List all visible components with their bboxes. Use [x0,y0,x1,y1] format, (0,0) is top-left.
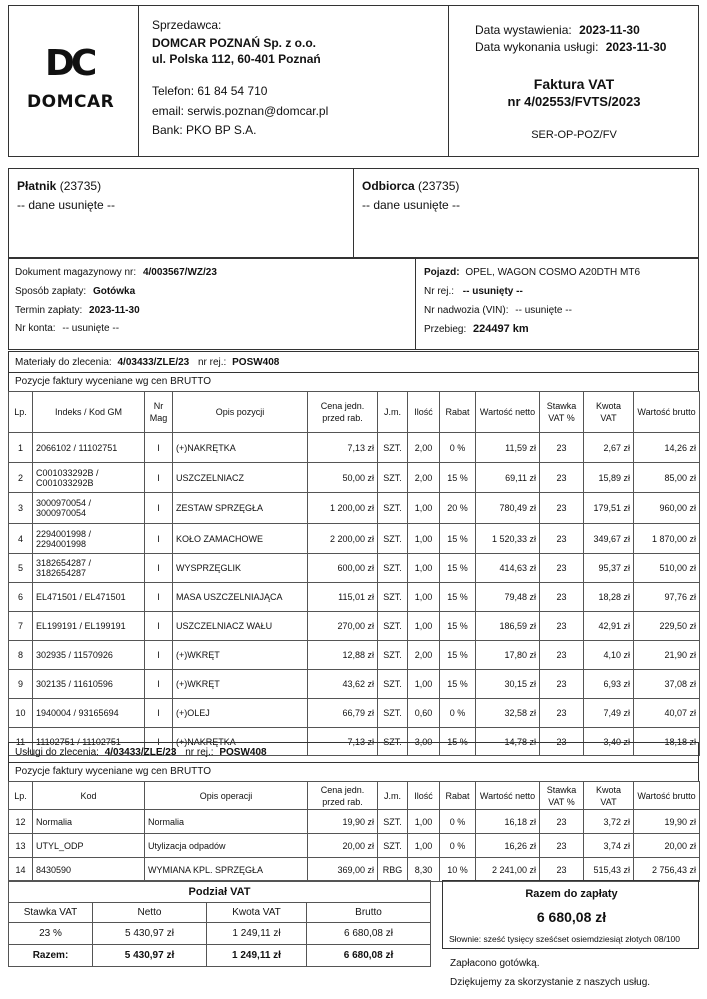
table-cell: 13 [9,834,33,858]
table-cell: 1 [9,433,33,463]
services-reg-value: POSW408 [219,747,267,758]
table-cell: 0 % [440,834,476,858]
table-cell: 1940004 / 93165694 [33,699,145,728]
table-cell: 3182654287 / 3182654287 [33,554,145,583]
table-cell: RBG [378,858,408,882]
table-cell: 2294001998 / 2294001998 [33,524,145,554]
table-cell: SZT. [378,463,408,493]
table-cell: 600,00 zł [308,554,378,583]
table-cell: SZT. [378,641,408,670]
table-cell: 1 520,33 zł [476,524,540,554]
due-label: Termin zapłaty: [15,305,83,316]
payer-label: Płatnik [17,179,57,193]
table-cell: 7,13 zł [308,433,378,463]
services-table [8,781,700,882]
table-cell: 1,00 [408,834,440,858]
column-header: Nr Mag [145,392,173,433]
table-cell: 1,00 [408,554,440,583]
total-words: Słownie: sześć tysięcy sześćset osiemdziesiąt złotych 08/100 [449,934,681,944]
table-row [9,524,700,554]
table-cell: SZT. [378,554,408,583]
service-date: 2023-11-30 [605,40,667,54]
table-cell: 3,40 zł [584,728,634,756]
table-cell: 12,88 zł [308,641,378,670]
table-cell: 15 % [440,641,476,670]
table-cell: 414,63 zł [476,554,540,583]
doc-info-box [8,258,416,350]
column-header: Wartość netto [476,782,540,810]
table-cell: 1,00 [408,524,440,554]
vat-cell: 23 % [9,923,93,945]
table-cell: 15 % [440,524,476,554]
table-cell: I [145,670,173,699]
vat-summary-title: Podział VAT [9,881,431,903]
seller-label: Sprzedawca: [152,18,222,32]
table-row [9,834,700,858]
table-cell: 6,93 zł [584,670,634,699]
total-label: Razem do zapłaty [525,888,618,900]
table-cell: 23 [540,433,584,463]
table-cell: 2,00 [408,463,440,493]
services-order-label: Usługi do zlecenia: [15,747,99,758]
materials-table [8,391,700,756]
vat-cell: 5 430,97 zł [93,923,207,945]
table-cell: 1,00 [408,810,440,834]
table-cell: 15 % [440,554,476,583]
table-cell: (+)NAKRĘTKA [173,728,308,756]
table-cell: 2 [9,463,33,493]
vat-column-header: Brutto [307,903,431,923]
header-logo-box [8,5,139,157]
table-cell: I [145,641,173,670]
column-header: Cena jedn. przed rab. [308,782,378,810]
recipient-label: Odbiorca [362,179,415,193]
vat-cell: Razem: [9,945,93,967]
table-cell: 3000970054 / 3000970054 [33,493,145,524]
table-cell: USZCZELNIACZ [173,463,308,493]
table-cell: 270,00 zł [308,612,378,641]
table-cell: 23 [540,554,584,583]
table-cell: MASA USZCZELNIAJĄCA [173,583,308,612]
table-cell: SZT. [378,699,408,728]
vat-column-header: Stawka VAT [9,903,93,923]
table-cell: UTYL_ODP [33,834,145,858]
service-date-label: Data wykonania usługi: [475,40,599,54]
table-cell: 8430590 [33,858,145,882]
table-row [9,810,700,834]
table-cell: 21,90 zł [634,641,700,670]
table-cell: 17,80 zł [476,641,540,670]
table-cell: 23 [540,728,584,756]
table-cell: 5 [9,554,33,583]
table-cell: I [145,463,173,493]
table-cell: (+)WKRĘT [173,670,308,699]
table-cell: 23 [540,858,584,882]
seller-bank: Bank: PKO BP S.A. [152,123,257,137]
vehicle-box [415,258,699,350]
table-cell: 229,50 zł [634,612,700,641]
column-header: J.m. [378,782,408,810]
table-cell: 0 % [440,810,476,834]
table-cell: 11102751 / 11102751 [33,728,145,756]
table-cell: (+)WKRĘT [173,641,308,670]
table-cell: Normalia [145,810,308,834]
column-header: Wartość brutto [634,782,700,810]
table-cell: USZCZELNIACZ WAŁU [173,612,308,641]
table-cell: 40,07 zł [634,699,700,728]
table-cell: 7,49 zł [584,699,634,728]
table-cell: 12 [9,810,33,834]
table-row [9,583,700,612]
column-header: Stawka VAT % [540,392,584,433]
table-cell: I [145,493,173,524]
table-cell: 23 [540,583,584,612]
column-header: Kwota VAT [584,392,634,433]
table-cell: 960,00 zł [634,493,700,524]
table-cell: SZT. [378,728,408,756]
vat-cell: 6 680,08 zł [307,923,431,945]
services-order-value: 4/03433/ZLE/23 [104,747,177,758]
total-amount: 6 680,08 zł [536,909,607,925]
column-header: Lp. [9,392,33,433]
table-cell: 15,89 zł [584,463,634,493]
table-cell: WYMIANA KPL. SPRZĘGŁA [145,858,308,882]
table-cell: 186,59 zł [476,612,540,641]
table-cell: SZT. [378,493,408,524]
vat-column-header: Kwota VAT [207,903,307,923]
table-cell: 115,01 zł [308,583,378,612]
services-header [8,742,699,763]
table-cell: 302935 / 11570926 [33,641,145,670]
table-cell: 14,26 zł [634,433,700,463]
vin-label: Nr nadwozia (VIN): [424,305,509,316]
column-header: Kwota VAT [584,782,634,810]
table-cell: 1,00 [408,493,440,524]
table-cell: 6 [9,583,33,612]
table-cell: 66,79 zł [308,699,378,728]
materials-price-note: Pozycje faktury wyceniane wg cen BRUTTO [8,373,699,392]
table-cell: 510,00 zł [634,554,700,583]
table-cell: 780,49 zł [476,493,540,524]
seller-box [139,5,449,157]
table-cell: 0 % [440,433,476,463]
payer-box [8,168,354,258]
payment-value: Gotówka [92,286,136,297]
table-row [9,612,700,641]
issue-date: 2023-11-30 [579,23,640,37]
vat-cell: 5 430,97 zł [93,945,207,967]
table-cell: 4,10 zł [584,641,634,670]
table-cell: 14,78 zł [476,728,540,756]
reg-label: Nr rej.: [424,286,454,297]
table-cell: 2066102 / 11102751 [33,433,145,463]
vat-summary-table [8,880,431,967]
vat-cell: 1 249,11 zł [207,923,307,945]
table-cell: 10 [9,699,33,728]
table-cell: 9 [9,670,33,699]
invoice-number: nr 4/02553/FVTS/2023 [507,94,641,109]
thanks-note: Dziękujemy za skorzystanie z naszych usług. [450,977,651,988]
table-cell: 42,91 zł [584,612,634,641]
table-cell: 23 [540,670,584,699]
table-cell: EL199191 / EL199191 [33,612,145,641]
paid-note: Zapłacono gotówką. [450,958,540,969]
table-row [9,858,700,882]
table-cell: 349,67 zł [584,524,634,554]
table-cell: 20,00 zł [634,834,700,858]
table-cell: EL471501 / EL471501 [33,583,145,612]
issue-date-label: Data wystawienia: [475,23,572,37]
table-cell: 2,67 zł [584,433,634,463]
logo-mark: DC [45,43,94,84]
column-header: J.m. [378,392,408,433]
payer-id: (23735) [59,179,102,193]
table-cell: 2 200,00 zł [308,524,378,554]
table-cell: WYSPRZĘGLIK [173,554,308,583]
table-cell: 23 [540,641,584,670]
table-cell: 15 % [440,583,476,612]
table-cell: 30,15 zł [476,670,540,699]
table-cell: I [145,554,173,583]
table-cell: 0,60 [408,699,440,728]
table-row [9,433,700,463]
invoice-series: SER-OP-POZ/FV [531,129,617,141]
payer-data: -- dane usunięte -- [17,198,116,212]
table-cell: SZT. [378,612,408,641]
column-header: Opis operacji [145,782,308,810]
account-label: Nr konta: [15,323,56,334]
table-cell: 32,58 zł [476,699,540,728]
table-cell: ZESTAW SPRZĘGŁA [173,493,308,524]
table-cell: 20 % [440,493,476,524]
table-cell: Normalia [33,810,145,834]
table-cell: 23 [540,834,584,858]
table-cell: 11,59 zł [476,433,540,463]
table-cell: 10 % [440,858,476,882]
table-cell: 79,48 zł [476,583,540,612]
table-cell: 179,51 zł [584,493,634,524]
column-header: Opis pozycji [173,392,308,433]
column-header: Rabat [440,782,476,810]
table-cell: 50,00 zł [308,463,378,493]
table-cell: 8,30 [408,858,440,882]
table-cell: I [145,433,173,463]
table-cell: I [145,612,173,641]
table-cell: 15 % [440,612,476,641]
table-row [9,463,700,493]
logo-name: DOMCAR [27,92,115,112]
vat-cell: 1 249,11 zł [207,945,307,967]
table-cell: 15 % [440,670,476,699]
table-cell: 19,90 zł [634,810,700,834]
table-cell: SZT. [378,834,408,858]
table-cell: (+)OLEJ [173,699,308,728]
table-cell: 23 [540,699,584,728]
table-cell: 2 756,43 zł [634,858,700,882]
table-cell: 15 % [440,463,476,493]
table-cell: Utylizacja odpadów [145,834,308,858]
table-cell: 20,00 zł [308,834,378,858]
table-cell: 7,13 zł [308,728,378,756]
table-cell: I [145,699,173,728]
table-cell: 23 [540,524,584,554]
table-cell: 16,26 zł [476,834,540,858]
column-header: Lp. [9,782,33,810]
vehicle-label: Pojazd: [424,267,460,278]
recipient-box [353,168,699,258]
table-cell: I [145,524,173,554]
table-cell: 95,37 zł [584,554,634,583]
table-cell: 23 [540,612,584,641]
table-cell: 0 % [440,699,476,728]
materials-header [8,351,699,373]
table-cell: 3 [9,493,33,524]
table-cell: 85,00 zł [634,463,700,493]
vat-cell: 6 680,08 zł [307,945,431,967]
materials-order-value: 4/03433/ZLE/23 [117,357,190,368]
table-cell: 16,18 zł [476,810,540,834]
seller-email: email: serwis.poznan@domcar.pl [152,104,329,118]
column-header: Indeks / Kod GM [33,392,145,433]
table-cell: I [145,583,173,612]
account-value: -- usunięte -- [62,323,120,334]
column-header: Rabat [440,392,476,433]
table-row [9,670,700,699]
table-cell: 1 870,00 zł [634,524,700,554]
table-cell: 1 200,00 zł [308,493,378,524]
table-cell: 4 [9,524,33,554]
payment-label: Sposób zapłaty: [15,286,87,297]
services-reg-label: nr rej.: [185,747,214,758]
total-box [442,880,699,949]
column-header: Ilość [408,782,440,810]
table-row [9,554,700,583]
table-cell: 369,00 zł [308,858,378,882]
table-cell: 2 241,00 zł [476,858,540,882]
mileage-label: Przebieg: [424,324,467,335]
table-cell: 3,00 [408,728,440,756]
due-value: 2023-11-30 [89,305,140,316]
table-cell: 14 [9,858,33,882]
table-row [9,493,700,524]
table-cell: 1,00 [408,583,440,612]
table-cell: 1,00 [408,612,440,641]
table-cell: 18,18 zł [634,728,700,756]
table-cell: 515,43 zł [584,858,634,882]
materials-order-label: Materiały do zlecenia: [15,357,112,368]
column-header: Wartość netto [476,392,540,433]
table-cell: 19,90 zł [308,810,378,834]
column-header: Kod [33,782,145,810]
table-cell: 8 [9,641,33,670]
table-cell: 18,28 zł [584,583,634,612]
seller-phone: Telefon: 61 84 54 710 [152,84,268,98]
recipient-id: (23735) [418,179,460,193]
table-cell: 11 [9,728,33,756]
table-cell: 3,72 zł [584,810,634,834]
table-cell: 302135 / 11610596 [33,670,145,699]
column-header: Wartość brutto [634,392,700,433]
invoice-title: Faktura VAT [533,76,615,92]
table-cell: SZT. [378,810,408,834]
reg-value: -- usunięty -- [462,286,523,297]
seller-address: ul. Polska 112, 60-401 Poznań [152,52,321,66]
vehicle-value: OPEL, WAGON COSMO A20DTH MT6 [465,267,641,278]
table-cell: 23 [540,810,584,834]
column-header: Cena jedn. przed rab. [308,392,378,433]
vin-value: -- usunięte -- [515,305,572,316]
invoice-header-box [449,5,699,157]
column-header: Ilość [408,392,440,433]
mileage-value: 224497 km [473,323,529,335]
table-cell: 37,08 zł [634,670,700,699]
table-row [9,699,700,728]
vat-column-header: Netto [93,903,207,923]
table-cell: I [145,728,173,756]
materials-reg-value: POSW408 [232,357,280,368]
table-cell: SZT. [378,433,408,463]
column-header: Stawka VAT % [540,782,584,810]
table-cell: 69,11 zł [476,463,540,493]
materials-reg-label: nr rej.: [198,357,227,368]
table-cell: KOŁO ZAMACHOWE [173,524,308,554]
table-cell: SZT. [378,524,408,554]
services-price-note: Pozycje faktury wyceniane wg cen BRUTTO [8,763,699,782]
table-cell: (+)NAKRĘTKA [173,433,308,463]
doc-value: 4/003567/WZ/23 [142,267,217,278]
table-cell: 7 [9,612,33,641]
table-cell: 2,00 [408,641,440,670]
table-cell: SZT. [378,670,408,699]
table-cell: 97,76 zł [634,583,700,612]
seller-name: DOMCAR POZNAŃ Sp. z o.o. [152,36,316,50]
doc-label: Dokument magazynowy nr: [15,267,137,278]
table-row [9,641,700,670]
table-cell: 3,74 zł [584,834,634,858]
table-cell: SZT. [378,583,408,612]
table-cell: 1,00 [408,670,440,699]
table-cell: 43,62 zł [308,670,378,699]
table-cell: C001033292B / C001033292B [33,463,145,493]
table-cell: 15 % [440,728,476,756]
table-cell: 2,00 [408,433,440,463]
recipient-data: -- dane usunięte -- [362,198,461,212]
table-cell: 23 [540,493,584,524]
table-cell: 23 [540,463,584,493]
